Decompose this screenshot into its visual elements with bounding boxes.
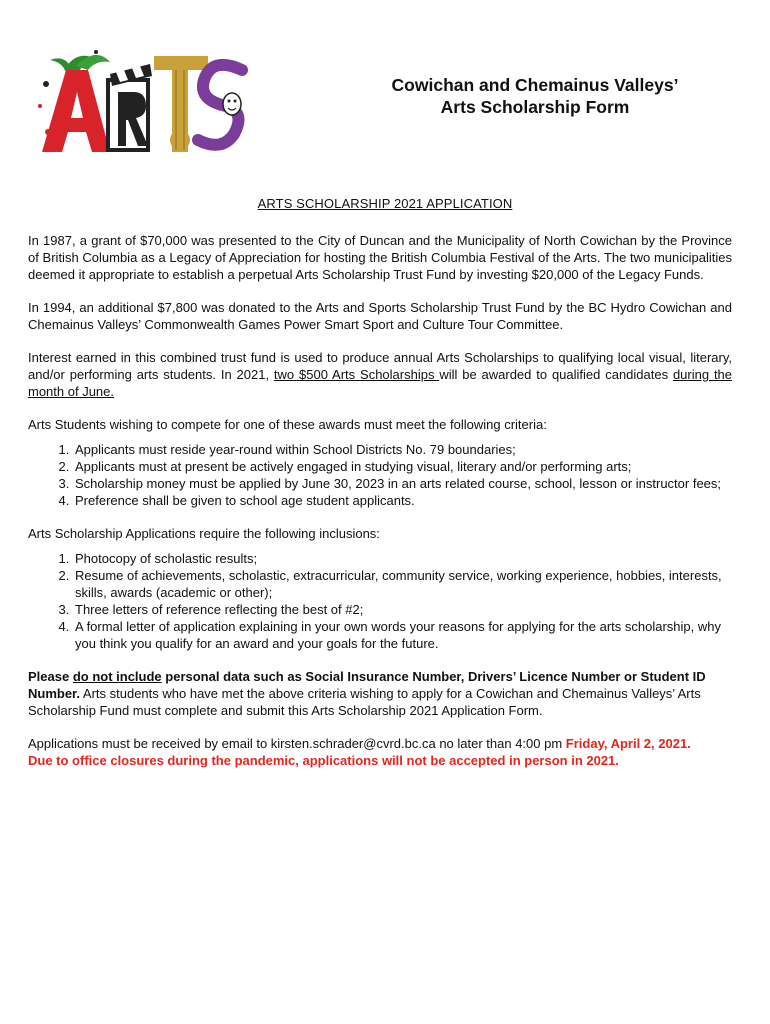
interest-text-1: Interest earned in this combined trust fund is used to produce annual Arts Scholarships to qualifying local visual, literary, and/or performing arts students. In 2021, — [28, 350, 732, 382]
criteria-item: 2. Applicants must at present be actively engaged in studying visual, literary and/or performing arts; — [73, 458, 732, 475]
notice-bold-1: Please — [28, 669, 73, 684]
award-timing: during the month of June. — [28, 367, 733, 399]
criteria-item: 3. Scholarship money must be applied by June 30, 2023 in an arts related course, school, lesson or instructor fees; — [73, 475, 732, 492]
criteria-intro: Arts Students wishing to compete for one of these awards must meet the following criteria: — [28, 417, 547, 432]
submission-text: Applications must be received by email to kirsten.schrader@cvrd.bc.ca no later than 4:00 pm — [28, 736, 566, 751]
page-title — [352, 74, 718, 118]
submission-paragraph — [28, 735, 732, 769]
history-paragraph-1994: In 1994, an additional $7,800 was donated to the Arts and Sports Scholarship Trust Fund by the BC Hydro Cowichan and Chemainus Valleys’ Commonwealth Games Power Smart Sport and Culture Tour Committee. — [28, 300, 732, 332]
inclusion-item: 3. Three letters of reference reflecting the best of #2; — [73, 601, 732, 618]
criteria-item: 1. Applicants must reside year-round within School Districts No. 79 boundaries; — [73, 441, 732, 458]
title-line-2: Arts Scholarship Form — [440, 97, 630, 117]
submission-deadline: Friday, April 2, 2021. — [565, 736, 691, 751]
inclusion-item: 2. Resume of achievements, scholastic, extracurricular, community service, working experience, hobbies, interests, skills, awards (academic or other); — [73, 567, 732, 601]
history-paragraph-1987: In 1987, a grant of $70,000 was presented to the City of Duncan and the Municipality of North Cowichan by the Province of British Columbia as a Legacy of Appreciation for hosting the British Columbia Festival of the Arts. The two municipalities deemed it appropriate to establish a perpetual Arts Scholarship Trust Fund by investing $20,000 of the Legacy Funds. — [28, 233, 732, 282]
application-heading: ARTS SCHOLARSHIP 2021 APPLICATION — [257, 196, 513, 211]
notice-text: Arts students who have met the above criteria wishing to apply for a Cowichan and Chemainus Valleys’ Arts Scholarship Fund must complete and submit this Arts Scholarship 2021 Application Form. — [28, 686, 701, 718]
inclusion-item: 4. A formal letter of application explaining in your own words your reasons for applying for the arts scholarship, why you think you qualify for an award and your goals for the future. — [73, 618, 732, 652]
pandemic-warning: Due to office closures during the pandemic, applications will not be accepted in person in 2021. — [28, 753, 619, 768]
notice-do-not-include: do not include — [72, 669, 162, 684]
scholarship-amount: two $500 Arts Scholarships — [273, 367, 440, 382]
criteria-item: 4. Preference shall be given to school age student applicants. — [73, 492, 732, 509]
inclusion-item: 1. Photocopy of scholastic results; — [73, 550, 732, 567]
inclusions-intro: Arts Scholarship Applications require the following inclusions: — [28, 526, 380, 541]
criteria-list — [28, 441, 732, 509]
title-line-1: Cowichan and Chemainus Valleys’ — [391, 75, 679, 95]
arts-logo — [36, 40, 252, 158]
interest-text-2: will be awarded to qualified candidates — [439, 367, 673, 382]
notice-bold-2: personal data such as Social Insurance Number, Drivers’ Licence Number or Student ID Number. — [28, 669, 706, 701]
document-body — [28, 232, 732, 785]
privacy-notice — [28, 668, 732, 719]
interest-paragraph — [28, 349, 732, 400]
inclusions-list — [28, 550, 732, 652]
